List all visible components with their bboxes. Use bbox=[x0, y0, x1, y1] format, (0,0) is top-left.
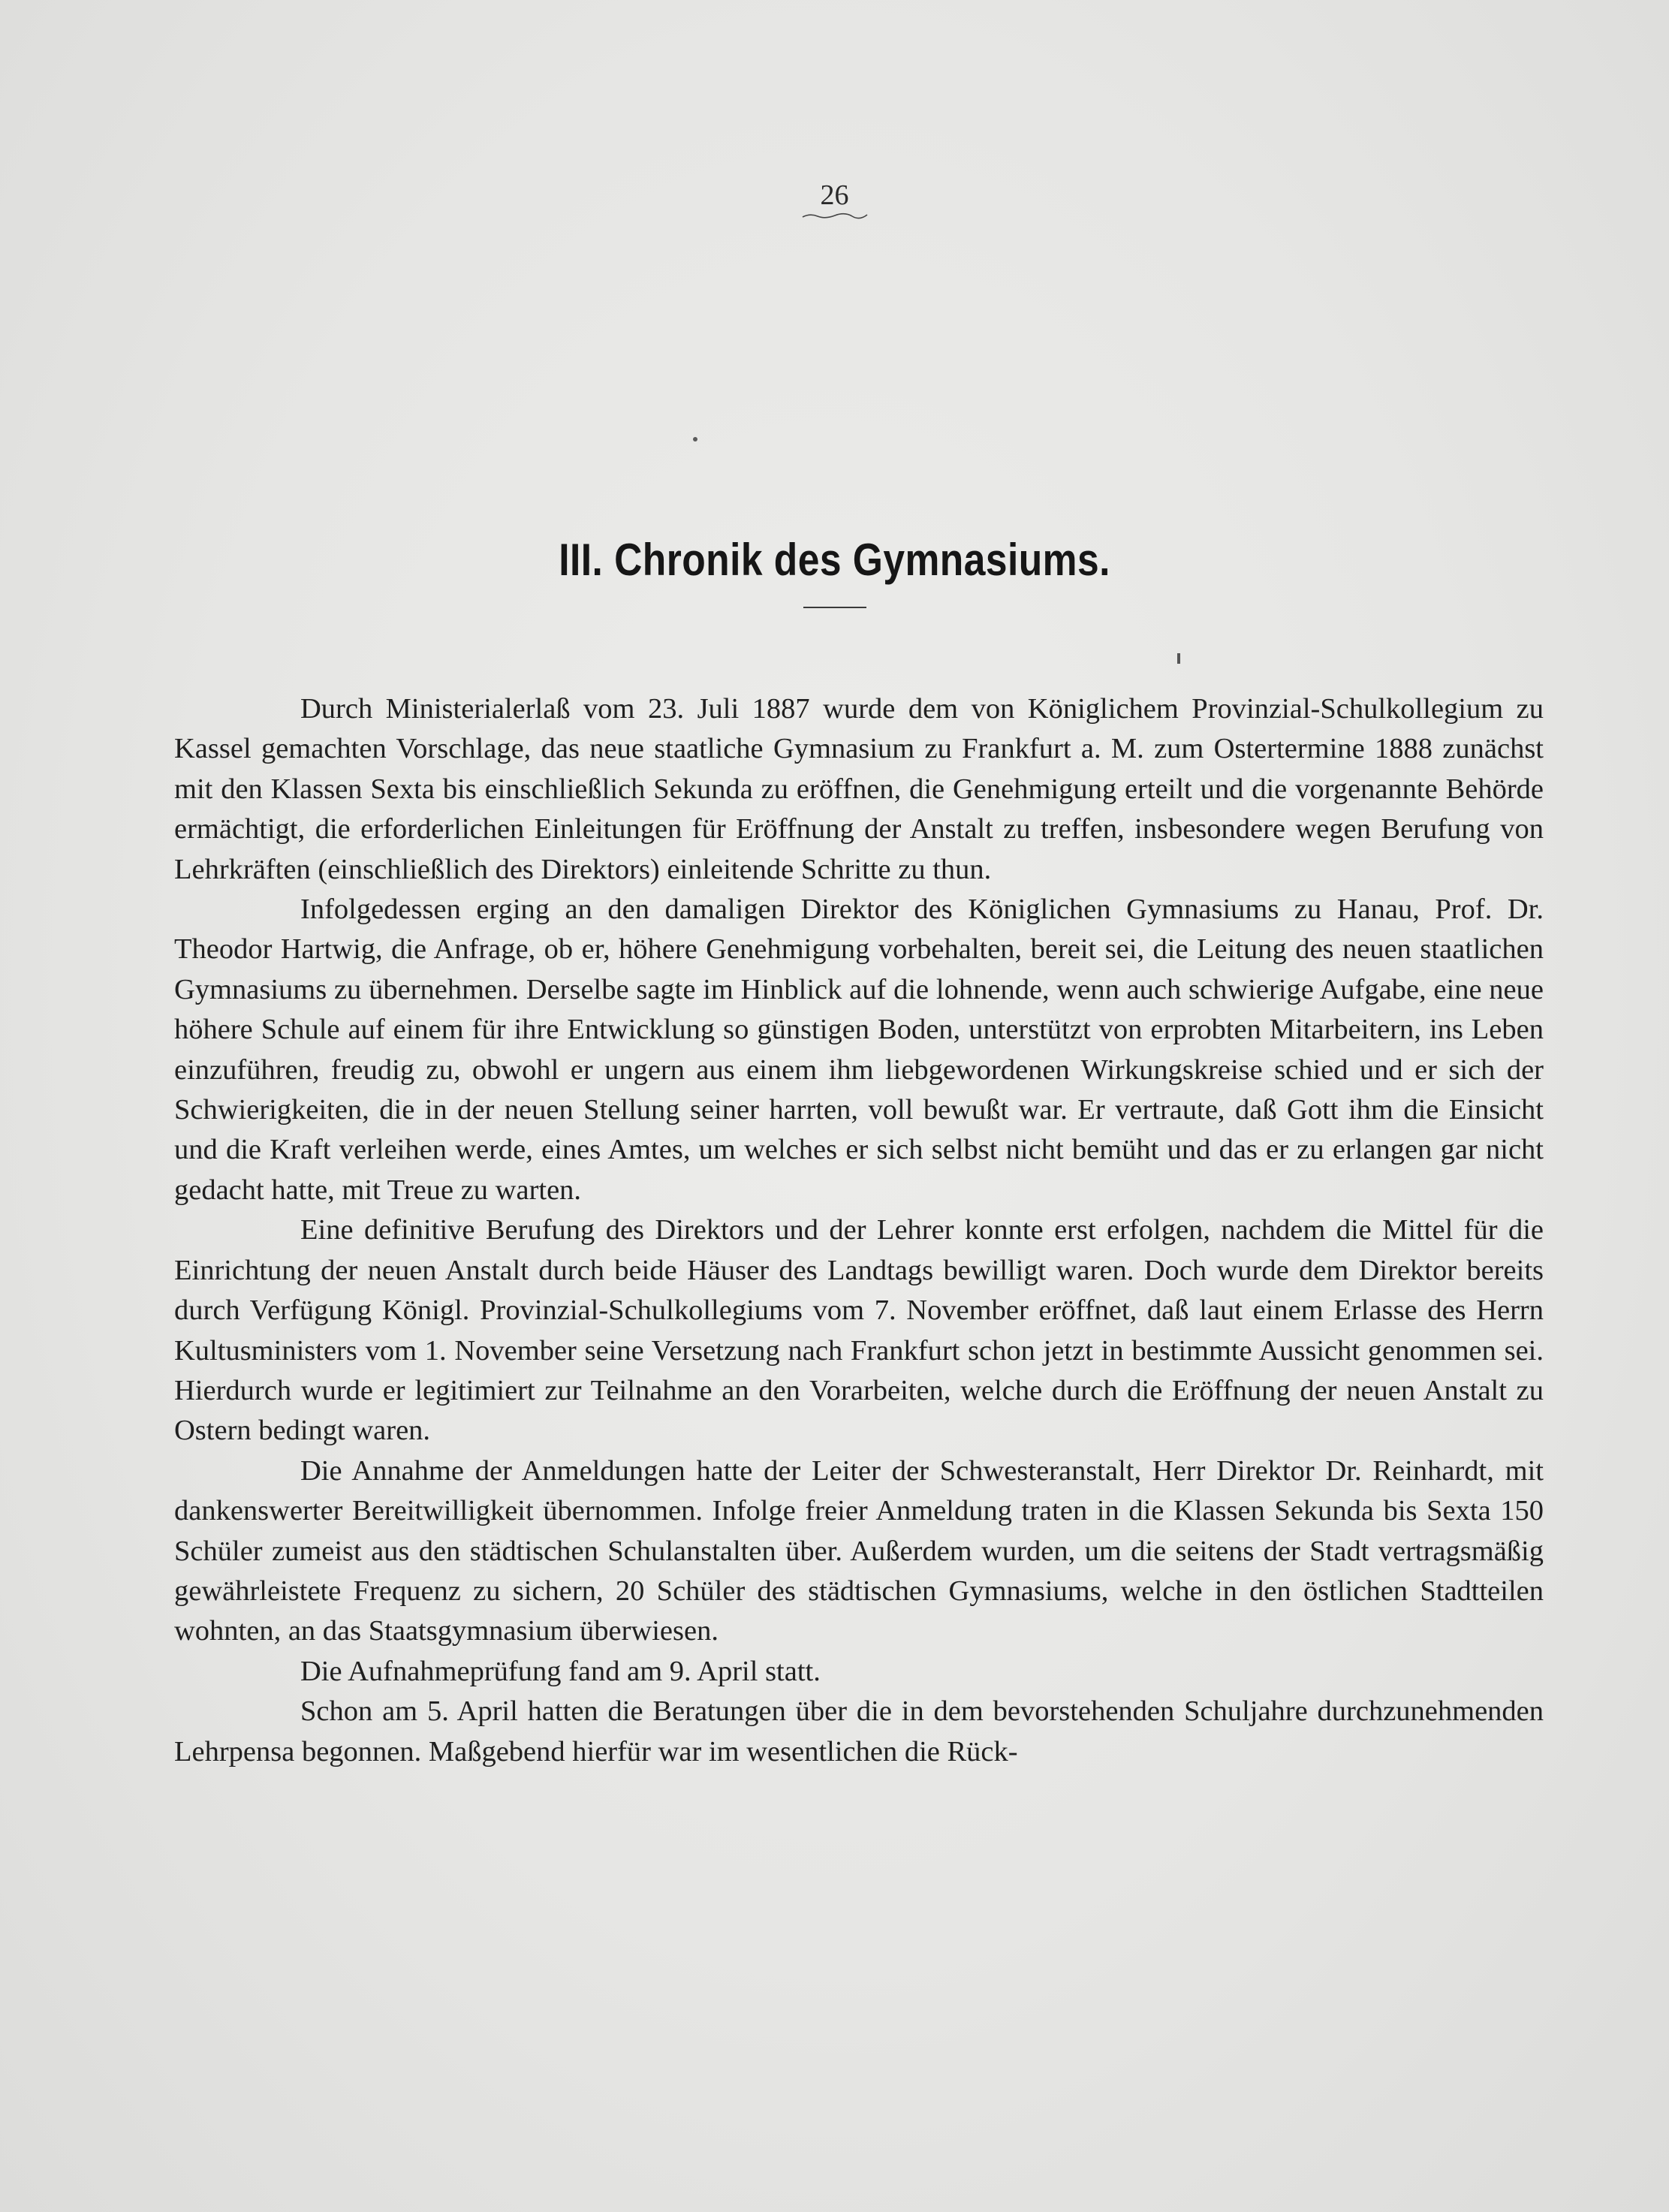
paragraph-director-appointment: Infolgedessen erging an den damaligen Direktor des Königlichen Gymnasiums zu Hanau, Prof. Dr. Theodor Hartwig, die Anfrage, ob er, höhere Genehmigung vorbehalten, bereit sei, die Leitung des neuen staatlichen Gymnasiums zu übernehmen. Derselbe sagte im Hinblick auf die lohnende, wenn auch schwierige Aufgabe, eine neue höhere Schule auf einem für ihre Entwicklung so günstigen Boden, unterstützt von erprobten Mitarbeitern, ins Leben einzuführen, freudig zu, obwohl er ungern aus einem ihm liebgewordenen Wirkungskreise schied und er sich der Schwierigkeiten, die in der neuen Stellung seiner harrten, voll bewußt war. Er vertraute, daß Gott ihm die Einsicht und die Kraft verleihen werde, eines Amtes, um welches er sich selbst nicht bemüht und das er zu erlangen gar nicht gedacht hatte, mit Treue zu warten. bbox=[174, 894, 1544, 1206]
page-number-ornament bbox=[801, 212, 869, 219]
stray-ink-dot bbox=[693, 437, 697, 441]
chronicle-body bbox=[174, 689, 1544, 1772]
paragraph-registrations: Die Annahme der Anmeldungen hatte der Leiter der Schwesteranstalt, Herr Direktor Dr. Reinhardt, mit dankenswerter Bereitwilligkeit übernommen. Infolge freier Anmeldung traten in die Klassen Sekunda bis Sexta 150 Schüler zumeist aus den städtischen Schulanstalten über. Außerdem wurden, um die seitens der Stadt vertragsmäßig gewährleistete Frequenz zu sichern, 20 Schüler des städtischen Gymnasiums, welche in den östlichen Stadtteilen wohnten, an das Staatsgymnasium überwiesen. bbox=[174, 1454, 1544, 1647]
page-number: 26 bbox=[820, 179, 849, 211]
paragraph-entrance-exam: Die Aufnahmeprüfung fand am 9. April statt. bbox=[300, 1655, 821, 1687]
stray-ink-mark bbox=[1177, 653, 1180, 664]
title-divider-rule bbox=[803, 607, 866, 608]
paragraph-ministerial-decree: Durch Ministerialerlaß vom 23. Juli 1887 wurde dem von Königlichem Provinzial-Schulkollegium zu Kassel gemachten Vorschlage, das neue staatliche Gymnasium zu Frankfurt a. M. zum Ostertermine 1888 zunächst mit den Klassen Sexta bis einschließlich Sekunda zu eröffnen, die Genehmigung erteilt und die vorgenannte Behörde ermächtigt, die erforderlichen Einleitungen für Eröffnung der Anstalt zu treffen, insbesondere wegen Berufung von Lehrkräften (einschließlich des Direktors) einleitende Schritte zu thun. bbox=[174, 693, 1544, 885]
paragraph-curriculum-discussions: Schon am 5. April hatten die Beratungen über die in dem bevorstehenden Schuljahre durchzunehmenden Lehrpensa begonnen. Maßgebend hierfür war im wesentlichen die Rück- bbox=[174, 1695, 1544, 1767]
paragraph-definitive-appointment: Eine definitive Berufung des Direktors und der Lehrer konnte erst erfolgen, nachdem die Mittel für die Einrichtung der neuen Anstalt durch beide Häuser des Landtags bewilligt waren. Doch wurde dem Direktor bereits durch Verfügung Königl. Provinzial-Schulkollegiums vom 7. November eröffnet, daß laut einem Erlasse des Herrn Kultusministers vom 1. November seine Versetzung nach Frankfurt schon jetzt in bestimmte Aussicht genommen sei. Hierdurch wurde er legitimiert zur Teilnahme an den Vorarbeiten, welche durch die Eröffnung der neuen Anstalt zu Ostern bedingt waren. bbox=[174, 1214, 1544, 1447]
chapter-title: III. Chronik des Gymnasiums. bbox=[559, 535, 1110, 586]
